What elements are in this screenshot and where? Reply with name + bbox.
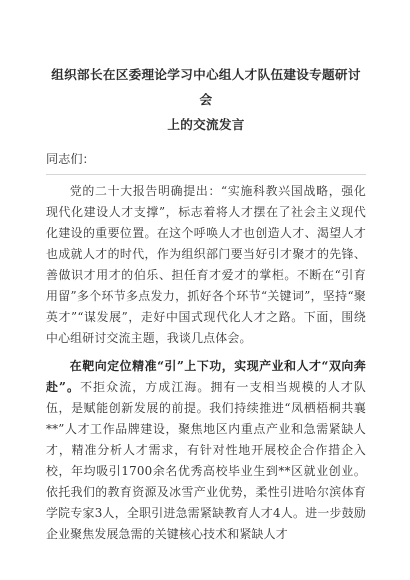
divider-line xyxy=(46,174,366,175)
title-line-1: 组织部长在区委理论学习中心组人才队伍建设专题研讨会 xyxy=(51,67,361,107)
section-body: 不拒众流，方成江海。拥有一支相当规模的人才队伍，是赋能创新发展的前提。我们持续推进“凤栖梧桐共襄**”人才工作品牌建设，聚焦地区内重点产业和急需紧缺人才，精准分析人才需求，有针对性地开展校企合作措企入校，年均吸引1700余名优秀高校毕业生到**区就业创业。依托我们的教育资源及冰雪产业优势，柔性引进哈尔滨体育学院专家3人，全职引进急需紧缺教育人才4人。进一步鼓励企业聚焦发展急需的关键核心技术和紧缺人才 xyxy=(46,380,366,541)
section-heading: 在靶向定位精准“引”上下功，实现产业和人才“双向奔赴”。 xyxy=(46,359,366,394)
paragraph-intro: 党的二十大报告明确提出：“实施科教兴国战略，强化现代化建设人才支撑”，标志着将人才摆在了社会主义现代化建设的重要位置。在这个呼唤人才也创造人才、渴望人才也成就人才的时代，作为组织部门要当好引才聚才的先锋、善做识才用才的伯乐、担任育才爱才的掌柜。不断在“引育用留”多个环节多点发力，抓好各个环节“关键词”，坚持“聚英才”“谋发展”，走好中国式现代化人才之路。下面，围绕中心组研讨交流主题，我谈几点体会。 xyxy=(46,184,366,345)
salutation: 同志们： xyxy=(46,152,95,166)
document-title xyxy=(46,62,366,137)
title-line-2: 上的交流发言 xyxy=(167,117,245,132)
paragraph-section-1 xyxy=(46,356,366,545)
